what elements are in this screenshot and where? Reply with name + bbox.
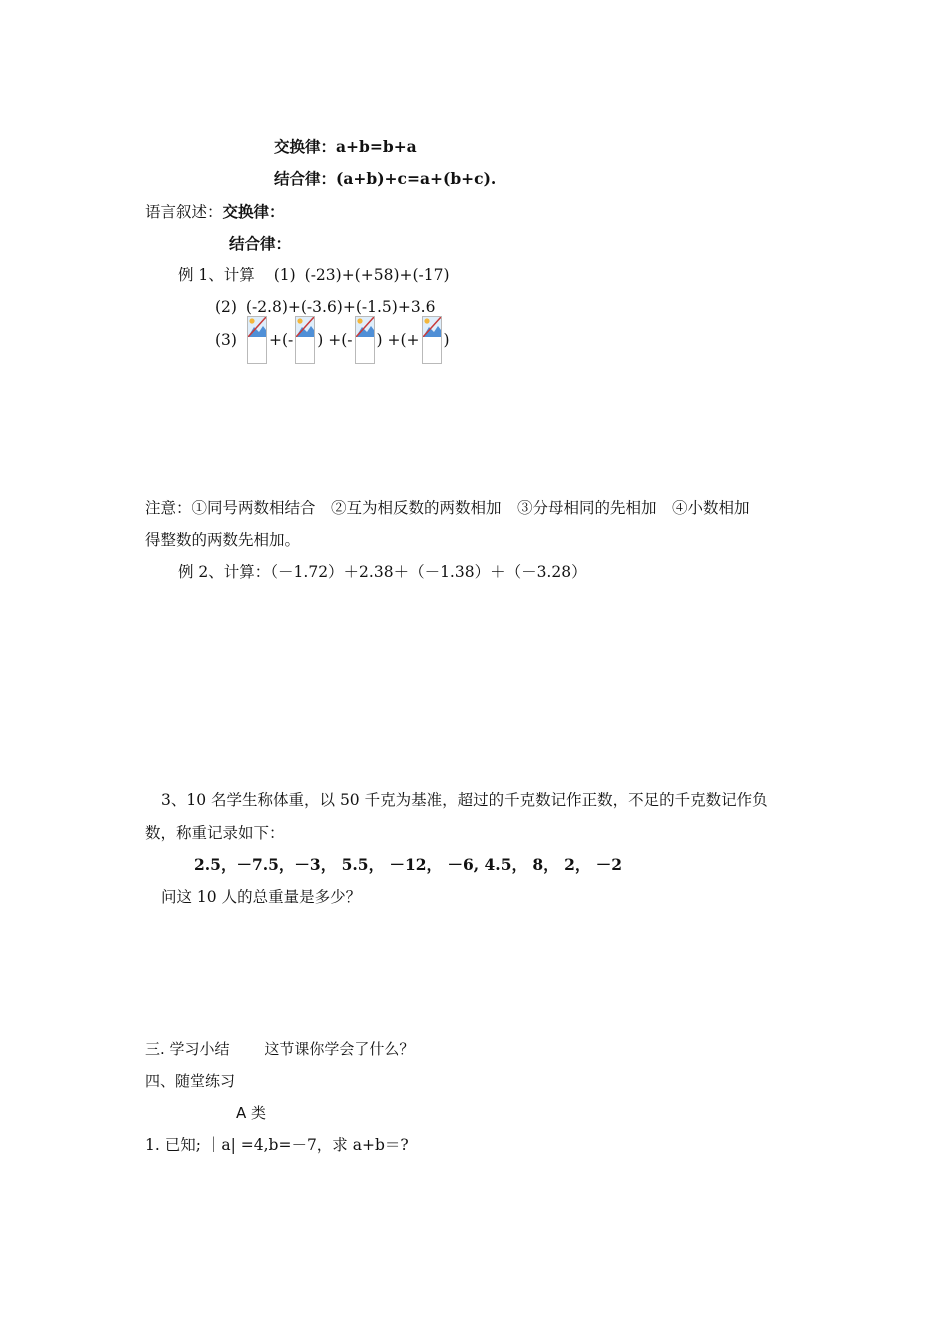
example1-item2-row [215,297,435,317]
problem3-records: 2.5，－7.5，－3， 5.5， －12， －6, 4.5， 8， 2， －2 [194,855,623,874]
section4-q1: 1. 已知; ｜a| =4,b=－7，求 a+b＝? [145,1136,409,1154]
example2: 例 2、计算：（－1.72）＋2.38＋（－1.38）＋（－3.28） [178,563,587,581]
note-line1: 注意：①同号两数相结合 ②互为相反数的两数相加 ③分母相同的先相加 ④小数相加 [145,499,750,517]
problem3-question: 问这 10 人的总重量是多少？ [161,888,362,906]
section4-category: A 类 [236,1104,267,1122]
example1-item2-num: (2) [215,298,237,316]
example1-item3-part2: ) +(- [317,331,353,349]
section3-title: 三. 学习小结 [145,1040,230,1058]
verbal-commutative: 交换律： [222,202,285,221]
verbal-prefix: 语言叙述： [145,203,223,221]
section4-title: 四、随堂练习 [145,1072,236,1090]
commutative-law: 交换律：a+b=b+a [274,137,417,156]
note-line2: 得整数的两数先相加。 [145,531,301,549]
example1-header [178,265,450,285]
example1-item1-num: (1) [273,266,296,284]
section3-heading [145,1039,414,1059]
broken-image-icon [247,316,267,364]
broken-image-icon [355,316,375,364]
problem3-line2: 数，称重记录如下： [145,824,285,842]
example1-item3-num: (3) [215,331,237,349]
associative-law: 结合律：(a+b)+c=a+(b+c). [274,169,497,188]
broken-image-icon [422,316,442,364]
verbal-statement [145,202,285,222]
section3-prompt: 这节课你学会了什么？ [264,1040,415,1058]
problem3-line1: 3、10 名学生称体重，以 50 千克为基准，超过的千克数记作正数，不足的千克数记作负 [161,791,768,809]
broken-image-icon [295,316,315,364]
example1-item3-part1: +(- [268,331,294,349]
example1-label: 例 1、计算 [178,266,255,284]
example1-item3-row [215,315,450,365]
example1-item3-part4: ) [443,331,450,349]
example1-item3-part3: ) +(+ [376,331,420,349]
verbal-associative: 结合律： [229,234,292,253]
example1-item1: (-23)+(+58)+(-17) [304,266,450,284]
example1-item2: (-2.8)+(-3.6)+(-1.5)+3.6 [245,298,436,316]
